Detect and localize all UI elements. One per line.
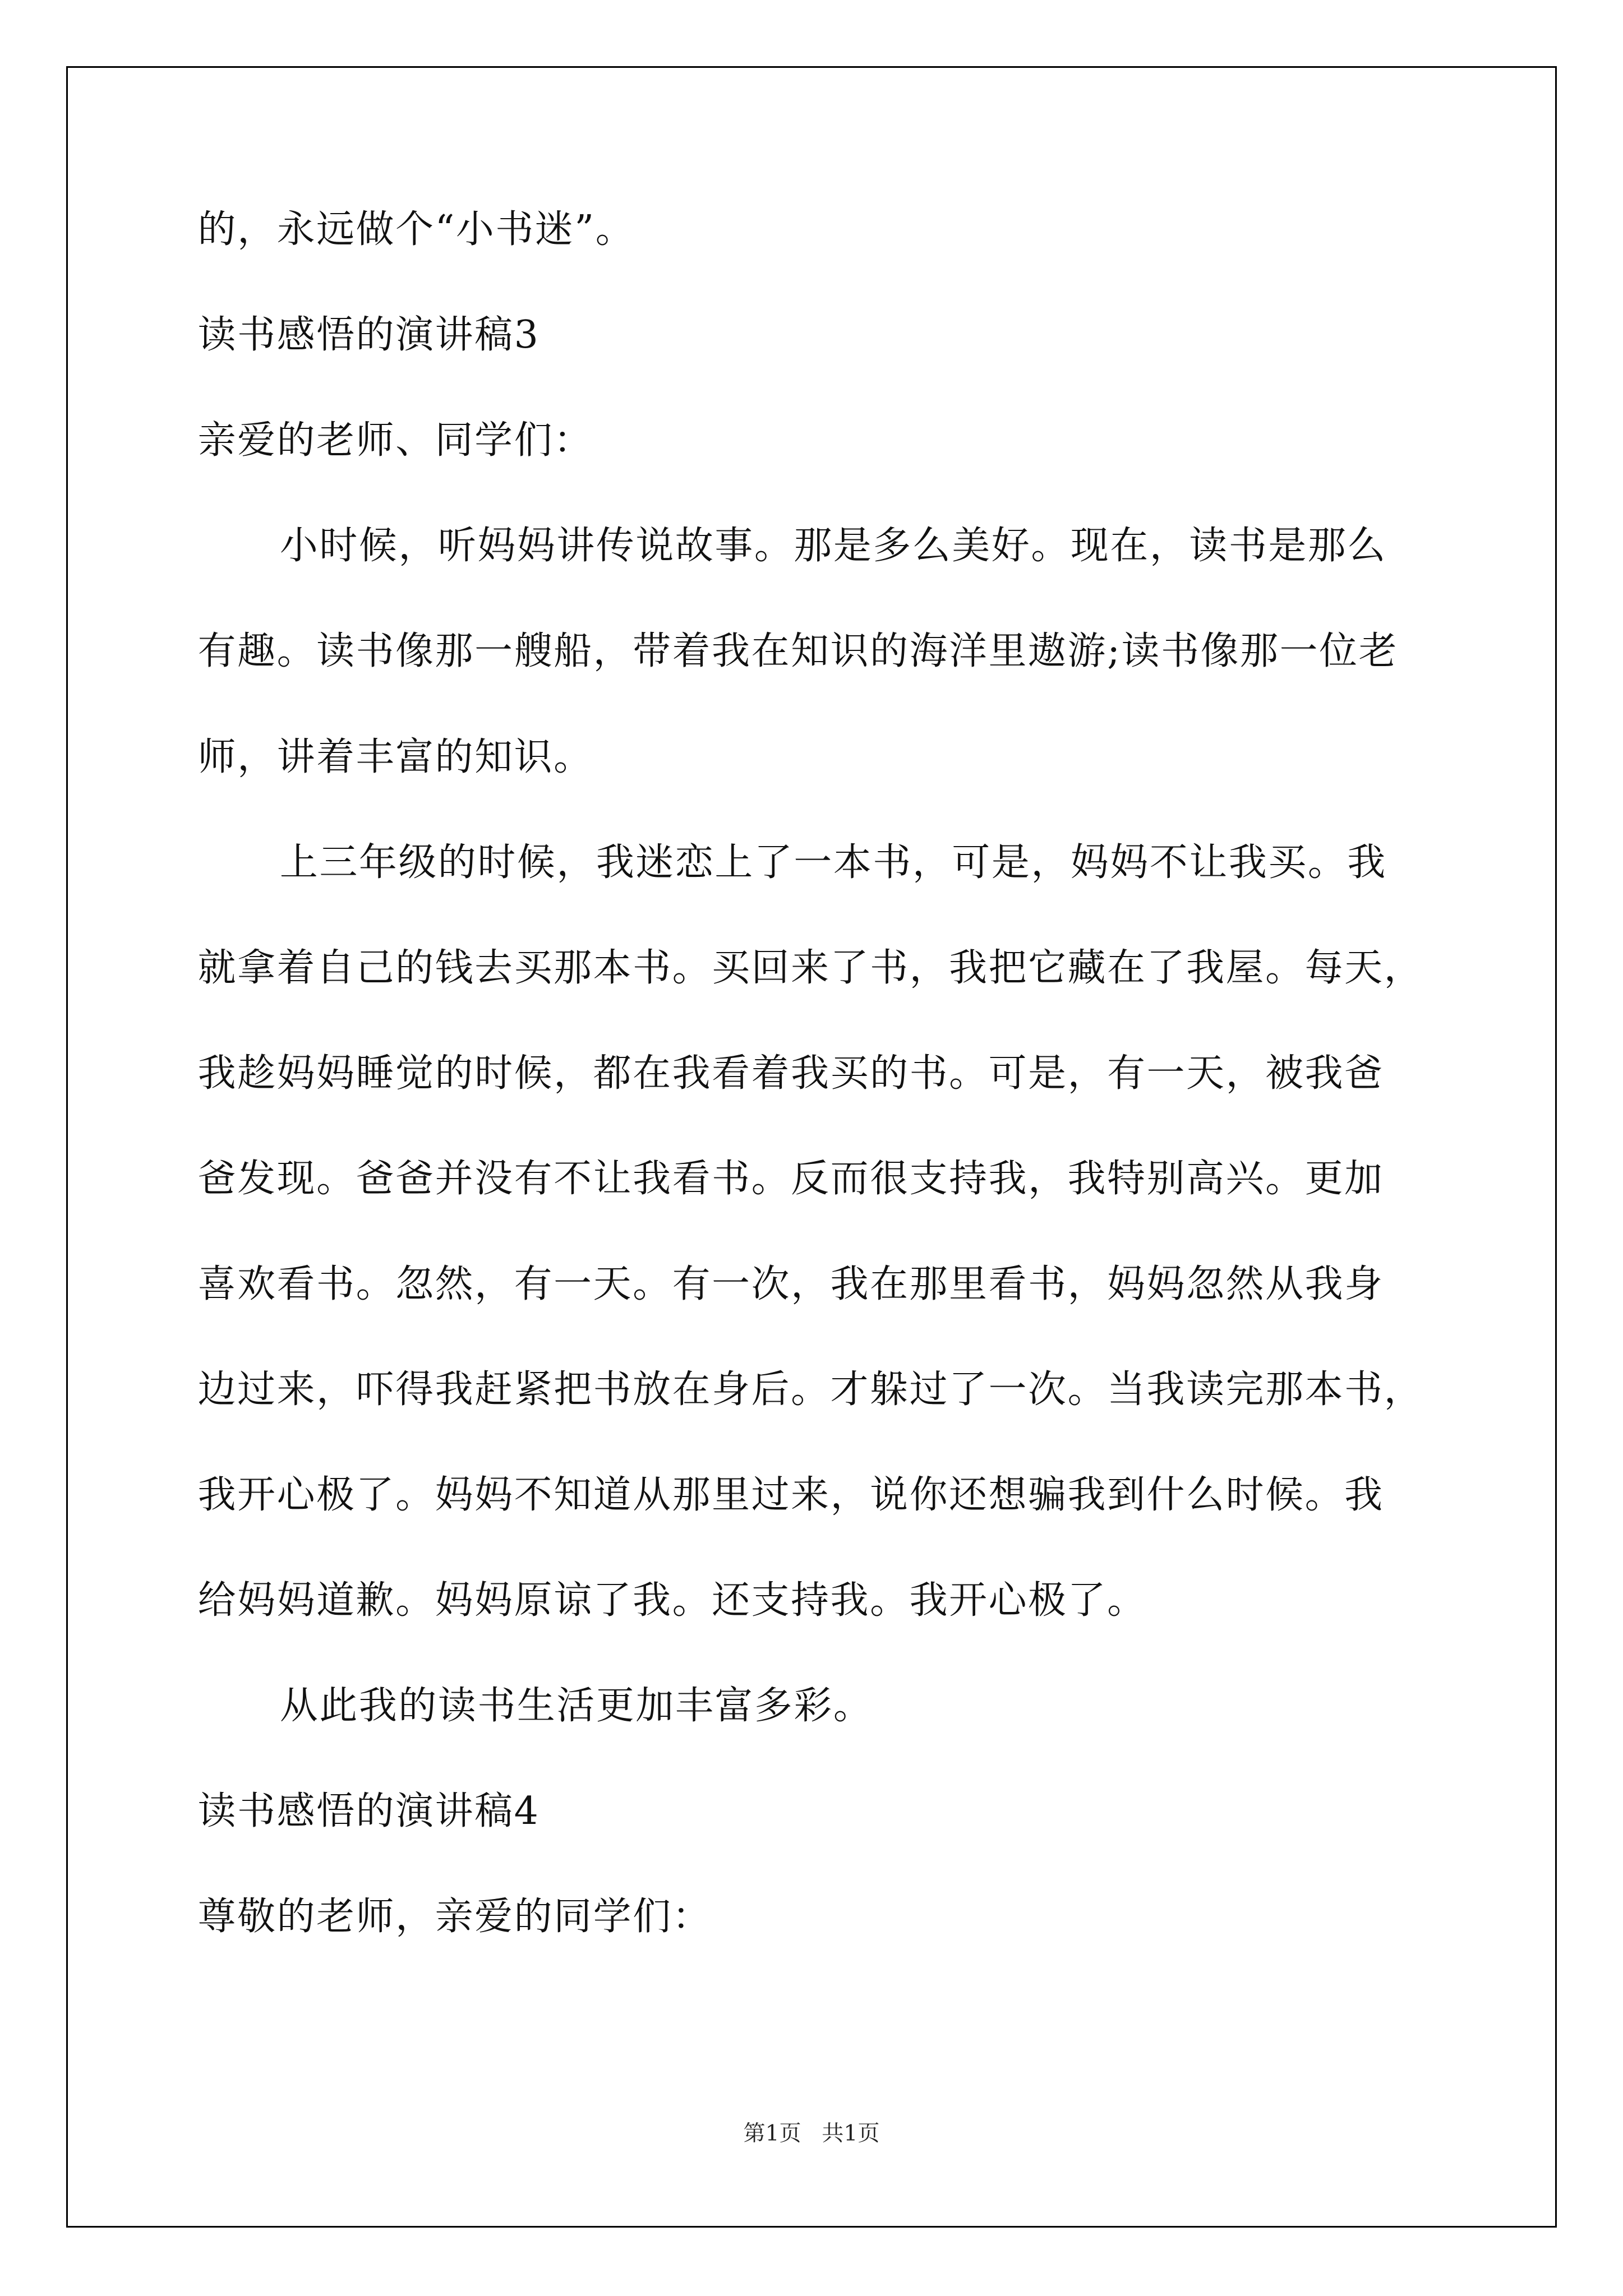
paragraph-line: 我趁妈妈睡觉的时候，都在我看着我买的书。可是，有一天，被我爸 [197,1051,1384,1096]
paragraph-line: 小时候，听妈妈讲传说故事。那是多么美好。现在，读书是那么 [279,524,1387,569]
paragraph-line: 师，讲着丰富的知识。 [197,734,593,779]
paragraph-line: 爸发现。爸爸并没有不让我看书。反而很支持我，我特别高兴。更加 [197,1156,1384,1201]
page-number: 第1页 [743,2121,801,2147]
paragraph-line: 给妈妈道歉。妈妈原谅了我。还支持我。我开心极了。 [197,1578,1147,1623]
paragraph-line: 从此我的读书生活更加丰富多彩。 [279,1684,873,1729]
page-footer [0,2121,1623,2147]
paragraph-line: 边过来，吓得我赶紧把书放在身后。才躲过了一次。当我读完那本书， [197,1367,1424,1412]
paragraph-line: 就拿着自己的钱去买那本书。买回来了书，我把它藏在了我屋。每天， [197,945,1424,990]
paragraph-line: 喜欢看书。忽然，有一天。有一次，我在那里看书，妈妈忽然从我身 [197,1262,1384,1306]
total-pages: 共1页 [822,2121,880,2147]
paragraph-line: 的，永远做个“小书迷”。 [197,207,635,252]
section-heading: 读书感悟的演讲稿4 [197,1789,540,1834]
salutation: 亲爱的老师、同学们： [197,418,593,463]
section-heading: 读书感悟的演讲稿3 [197,313,540,358]
paragraph-line: 有趣。读书像那一艘船，带着我在知识的海洋里遨游;读书像那一位老 [197,629,1399,674]
paragraph-line: 上三年级的时候，我迷恋上了一本书，可是，妈妈不让我买。我 [279,840,1387,885]
paragraph-line: 我开心极了。妈妈不知道从那里过来，说你还想骗我到什么时候。我 [197,1472,1384,1517]
salutation: 尊敬的老师，亲爱的同学们： [197,1895,712,1939]
